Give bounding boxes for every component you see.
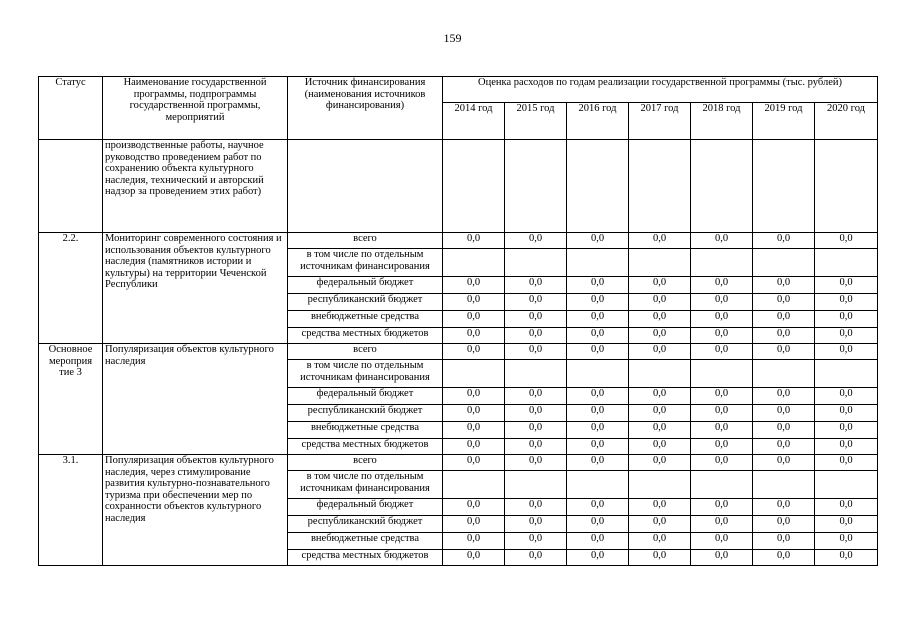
page-number: 159 [443,31,462,45]
value-cell: 0,0 [567,311,629,328]
value-cell: 0,0 [567,405,629,422]
value-cell: 0,0 [691,294,753,311]
header-estimate: Оценка расходов по годам реализации государственной программы (тыс. рублей) [443,77,878,103]
value-cell: 0,0 [567,328,629,344]
value-cell: 0,0 [443,405,505,422]
value-cell [505,249,567,277]
source-cell: федеральный бюджет [288,277,443,294]
value-cell: 0,0 [443,388,505,405]
value-cell [629,471,691,499]
value-cell: 0,0 [443,516,505,533]
value-cell [505,360,567,388]
value-cell: 0,0 [567,344,629,360]
value-cell: 0,0 [567,499,629,516]
table-row [39,233,878,249]
value-cell [815,360,878,388]
value-cell: 0,0 [567,388,629,405]
value-cell: 0,0 [443,550,505,566]
value-cell: 0,0 [691,439,753,455]
value-cell: 0,0 [691,405,753,422]
value-cell: 0,0 [691,344,753,360]
value-cell: 0,0 [815,533,878,550]
value-cell: 0,0 [505,550,567,566]
name-cell: Популяризация объектов культурного наследия, через стимулирование развития культурно-познавательного туризма при обеспечении мер по сохранности объектов культурного наследия [103,455,288,566]
value-cell [443,360,505,388]
value-cell: 0,0 [629,455,691,471]
value-cell: 0,0 [753,499,815,516]
name-cell: производственные работы, научное руководство проведением работ по сохранению объекта культурного наследия, технический и авторский надзор за проведением этих работ) [103,140,288,233]
value-cell [753,471,815,499]
source-cell: средства местных бюджетов [288,439,443,455]
source-cell: всего [288,344,443,360]
value-cell: 0,0 [443,328,505,344]
value-cell [691,360,753,388]
value-cell [691,249,753,277]
value-cell: 0,0 [629,439,691,455]
header-source: Источник финансирования (наименования источников финансирования) [288,77,443,140]
value-cell: 0,0 [629,233,691,249]
value-cell: 0,0 [505,516,567,533]
value-cell: 0,0 [567,550,629,566]
value-cell: 0,0 [815,405,878,422]
value-cell: 0,0 [753,233,815,249]
value-cell: 0,0 [443,422,505,439]
value-cell [629,360,691,388]
source-cell: всего [288,233,443,249]
value-cell: 0,0 [691,499,753,516]
value-cell: 0,0 [691,328,753,344]
value-cell [505,471,567,499]
source-cell: средства местных бюджетов [288,328,443,344]
value-cell: 0,0 [691,533,753,550]
value-cell [815,249,878,277]
value-cell: 0,0 [815,294,878,311]
value-cell [691,471,753,499]
value-cell: 0,0 [629,344,691,360]
value-cell: 0,0 [691,311,753,328]
value-cell: 0,0 [505,405,567,422]
value-cell: 0,0 [753,405,815,422]
value-cell: 0,0 [443,499,505,516]
header-year: 2015 год [505,103,567,140]
value-cell: 0,0 [505,499,567,516]
value-cell: 0,0 [753,277,815,294]
value-cell: 0,0 [629,388,691,405]
source-cell: средства местных бюджетов [288,550,443,566]
name-cell: Мониторинг современного состояния и использования объектов культурного наследия (памятников истории и культуры) на территории Чеченской Республики [103,233,288,344]
value-cell: 0,0 [629,516,691,533]
value-cell: 0,0 [629,550,691,566]
value-cell: 0,0 [505,344,567,360]
source-cell: республиканский бюджет [288,294,443,311]
value-cell: 0,0 [753,422,815,439]
value-cell: 0,0 [691,550,753,566]
value-cell: 0,0 [753,388,815,405]
value-cell: 0,0 [753,516,815,533]
value-cell [691,140,753,233]
value-cell: 0,0 [567,455,629,471]
value-cell: 0,0 [567,439,629,455]
source-cell: республиканский бюджет [288,516,443,533]
value-cell [567,249,629,277]
value-cell: 0,0 [443,294,505,311]
value-cell: 0,0 [505,422,567,439]
value-cell [753,249,815,277]
value-cell: 0,0 [443,455,505,471]
value-cell: 0,0 [753,455,815,471]
value-cell: 0,0 [567,422,629,439]
table-row [39,455,878,471]
source-cell: внебюджетные средства [288,422,443,439]
value-cell: 0,0 [629,405,691,422]
header-year: 2019 год [753,103,815,140]
value-cell: 0,0 [567,294,629,311]
value-cell: 0,0 [629,499,691,516]
value-cell: 0,0 [815,328,878,344]
value-cell: 0,0 [753,550,815,566]
source-cell: в том числе по отдельным источникам финансирования [288,471,443,499]
value-cell [567,140,629,233]
source-cell: республиканский бюджет [288,405,443,422]
header-status: Статус [39,77,103,140]
header-year: 2018 год [691,103,753,140]
value-cell: 0,0 [815,233,878,249]
status-cell: 3.1. [39,455,103,566]
value-cell: 0,0 [443,439,505,455]
value-cell: 0,0 [629,328,691,344]
value-cell: 0,0 [505,455,567,471]
value-cell: 0,0 [629,533,691,550]
value-cell: 0,0 [753,533,815,550]
source-cell: в том числе по отдельным источникам финансирования [288,249,443,277]
source-cell: внебюджетные средства [288,311,443,328]
value-cell: 0,0 [505,533,567,550]
value-cell: 0,0 [691,388,753,405]
value-cell: 0,0 [567,233,629,249]
header-year: 2014 год [443,103,505,140]
value-cell: 0,0 [691,422,753,439]
value-cell: 0,0 [815,422,878,439]
value-cell [815,471,878,499]
value-cell: 0,0 [815,311,878,328]
status-cell: Основное мероприя тие 3 [39,344,103,455]
value-cell: 0,0 [505,439,567,455]
budget-table [38,76,878,566]
value-cell: 0,0 [753,328,815,344]
value-cell [443,471,505,499]
value-cell: 0,0 [443,311,505,328]
value-cell [567,360,629,388]
value-cell [753,360,815,388]
value-cell: 0,0 [815,499,878,516]
value-cell: 0,0 [443,277,505,294]
value-cell [567,471,629,499]
value-cell: 0,0 [505,233,567,249]
header-year: 2017 год [629,103,691,140]
header-year: 2016 год [567,103,629,140]
value-cell: 0,0 [691,233,753,249]
source-cell: федеральный бюджет [288,388,443,405]
value-cell: 0,0 [629,311,691,328]
value-cell: 0,0 [753,311,815,328]
value-cell: 0,0 [691,277,753,294]
value-cell: 0,0 [815,388,878,405]
value-cell: 0,0 [815,344,878,360]
value-cell: 0,0 [505,388,567,405]
value-cell: 0,0 [629,294,691,311]
value-cell: 0,0 [753,439,815,455]
value-cell: 0,0 [815,516,878,533]
value-cell: 0,0 [505,328,567,344]
value-cell: 0,0 [505,294,567,311]
table-row [39,344,878,360]
value-cell [443,140,505,233]
source-cell: в том числе по отдельным источникам финансирования [288,360,443,388]
value-cell: 0,0 [691,455,753,471]
value-cell [629,249,691,277]
value-cell: 0,0 [443,533,505,550]
value-cell: 0,0 [815,455,878,471]
value-cell: 0,0 [629,422,691,439]
value-cell: 0,0 [567,533,629,550]
source-cell [288,140,443,233]
value-cell [505,140,567,233]
status-cell [39,140,103,233]
value-cell: 0,0 [691,516,753,533]
value-cell: 0,0 [815,277,878,294]
value-cell [815,140,878,233]
source-cell: федеральный бюджет [288,499,443,516]
header-name: Наименование государственной программы, подпрограммы государственной программы, мероприятий [103,77,288,140]
value-cell [629,140,691,233]
value-cell: 0,0 [505,311,567,328]
value-cell: 0,0 [443,233,505,249]
value-cell: 0,0 [753,294,815,311]
source-cell: внебюджетные средства [288,533,443,550]
value-cell: 0,0 [505,277,567,294]
value-cell [443,249,505,277]
value-cell: 0,0 [629,277,691,294]
value-cell: 0,0 [753,344,815,360]
header-year: 2020 год [815,103,878,140]
value-cell: 0,0 [443,344,505,360]
status-cell: 2.2. [39,233,103,344]
continuation-row [39,140,878,233]
value-cell: 0,0 [815,550,878,566]
name-cell: Популяризация объектов культурного наследия [103,344,288,455]
source-cell: всего [288,455,443,471]
value-cell: 0,0 [567,516,629,533]
value-cell: 0,0 [567,277,629,294]
value-cell [753,140,815,233]
value-cell: 0,0 [815,439,878,455]
